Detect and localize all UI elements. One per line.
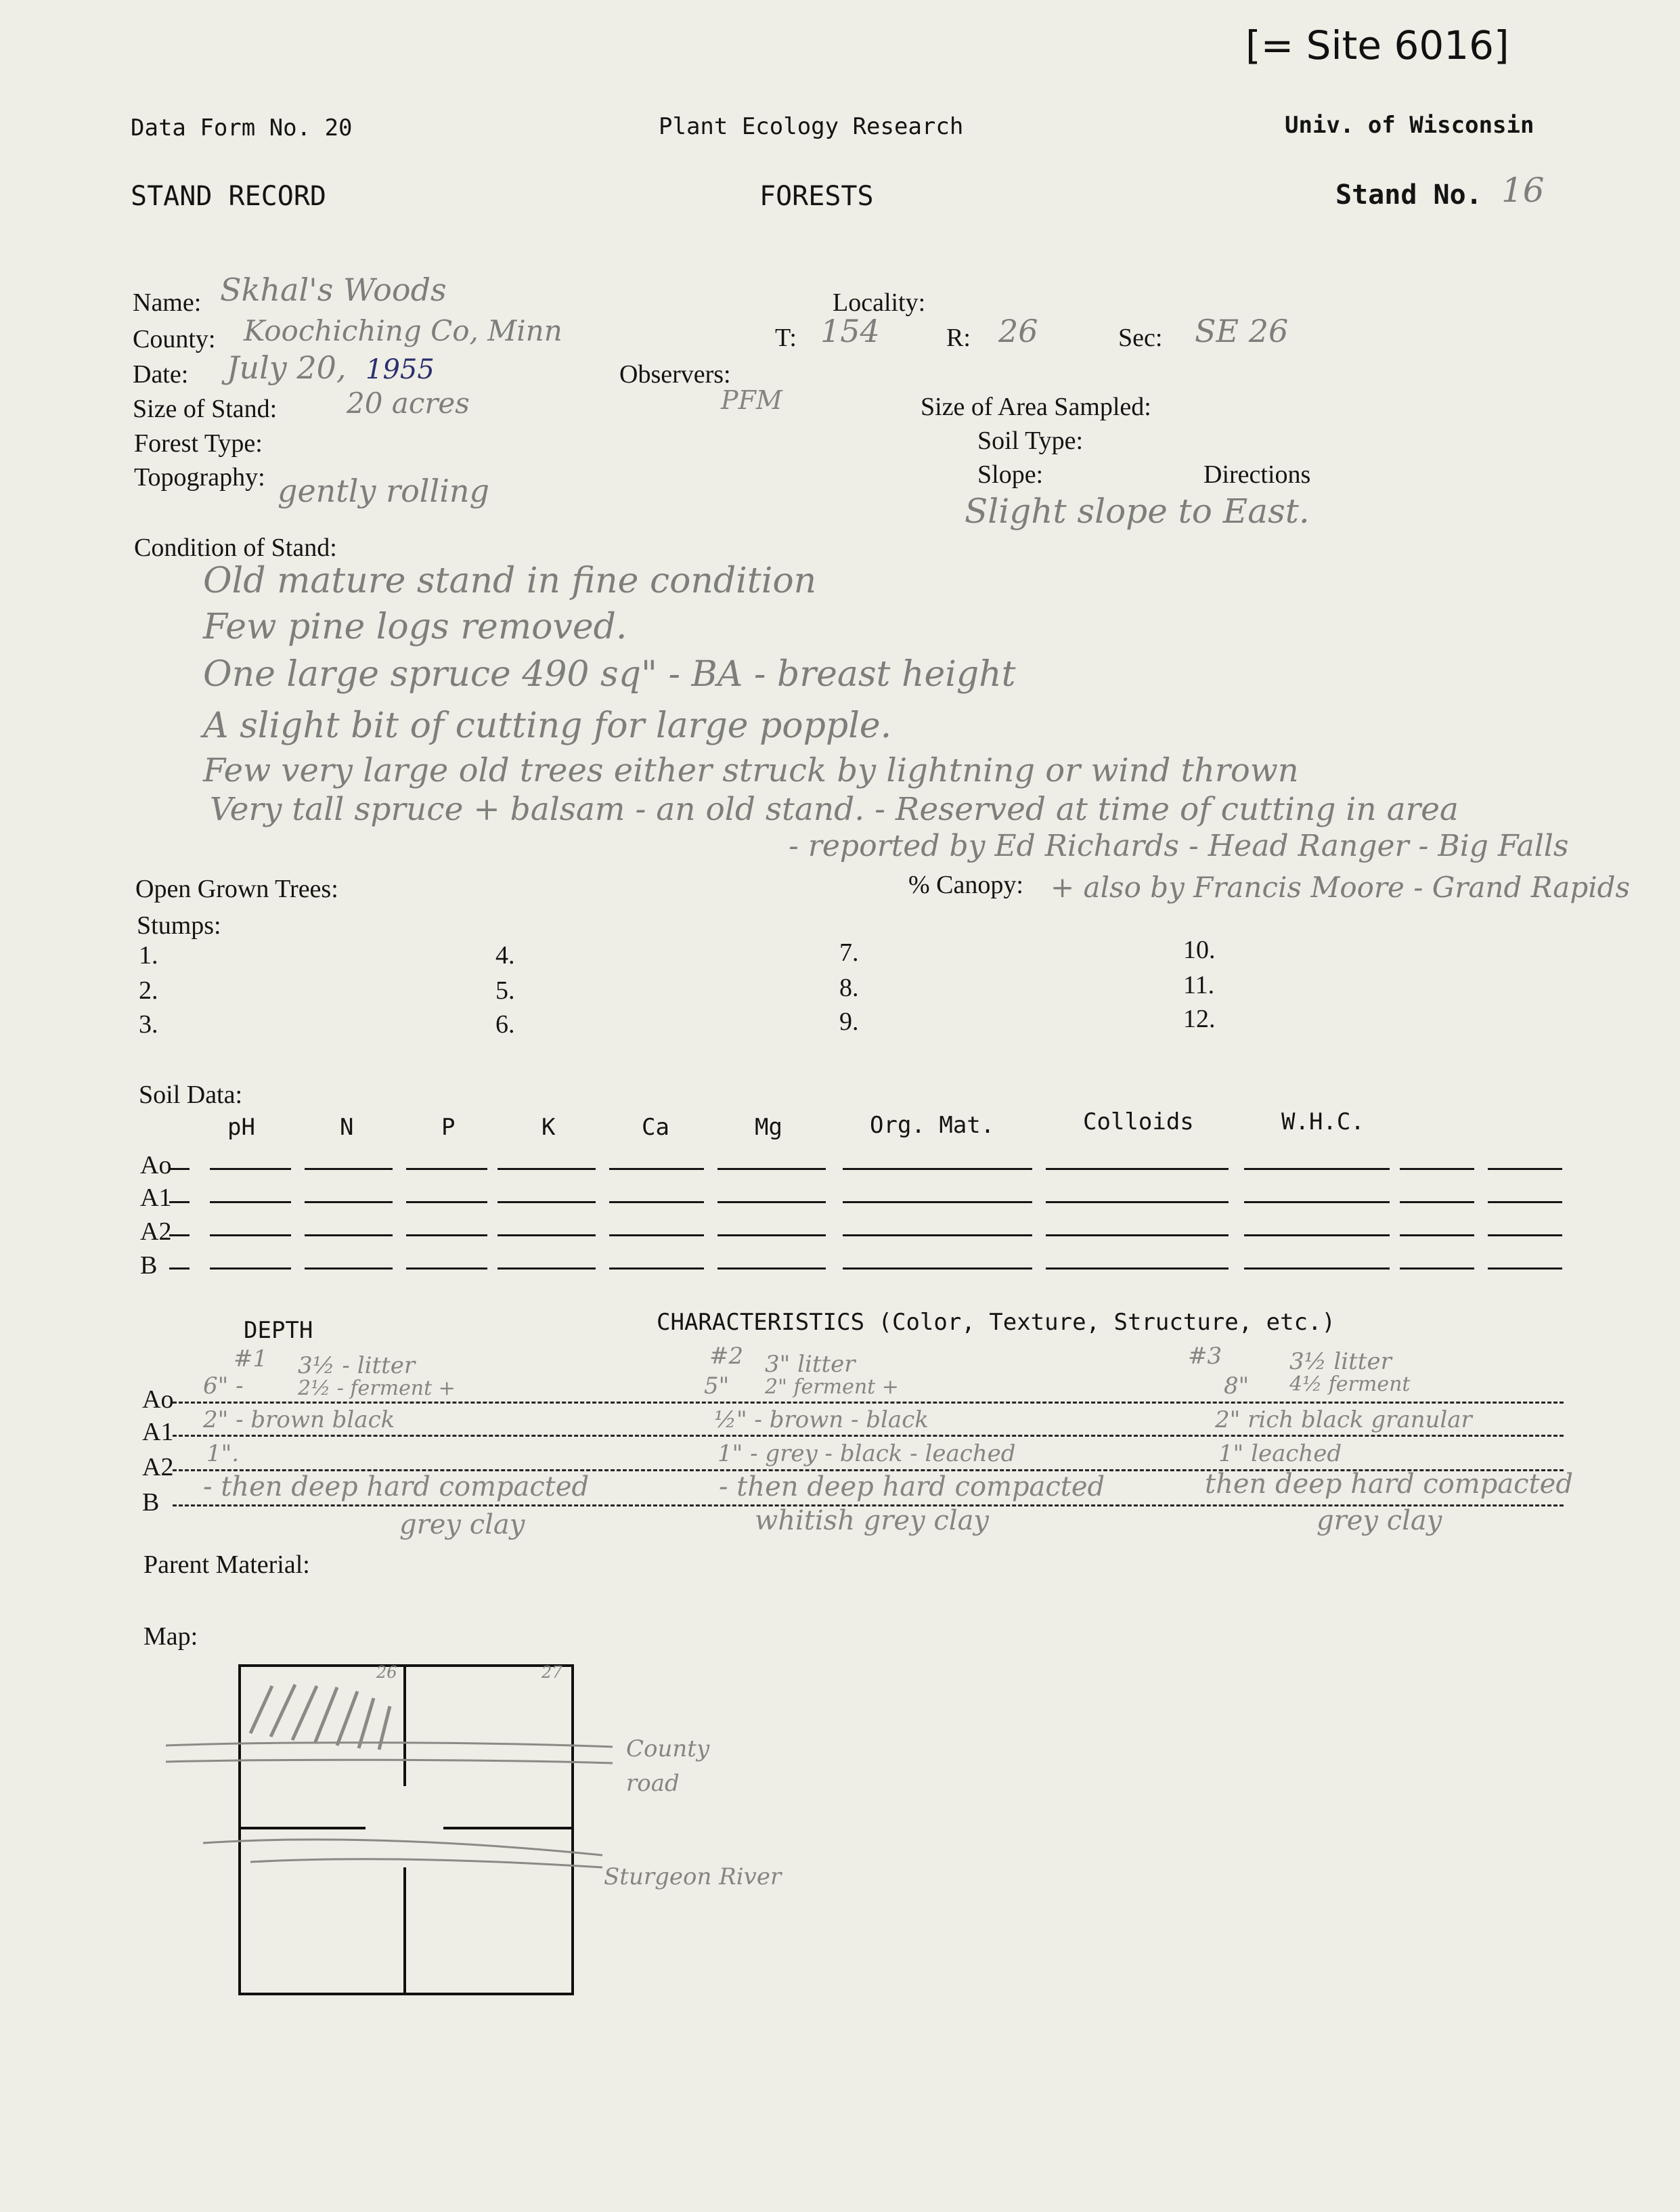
soil-col-header: N: [340, 1114, 354, 1141]
stump-number: 6.: [495, 1010, 515, 1039]
parent-material-label: Parent Material:: [143, 1550, 310, 1579]
stump-number: 10.: [1183, 936, 1216, 964]
river-label: Sturgeon River: [604, 1863, 782, 1890]
slope-label: Slope:: [977, 460, 1044, 489]
stump-number: 12.: [1183, 1005, 1216, 1033]
depth-row-label: Ao: [142, 1385, 174, 1414]
soil-data-label: Soil Data:: [139, 1081, 243, 1109]
stump-number: 7.: [839, 938, 859, 967]
stand-size-label: Size of Stand:: [133, 395, 278, 423]
characteristics-label: CHARACTERISTICS (Color, Texture, Structure, etc.): [657, 1309, 1336, 1336]
stump-number: 9.: [839, 1007, 859, 1036]
condition-line: - reported by Ed Richards - Head Ranger - Big Falls: [789, 829, 1569, 863]
depth-label: DEPTH: [244, 1317, 313, 1344]
date-year: 1955: [366, 354, 435, 385]
section-label: Sec:: [1118, 324, 1163, 352]
county-value: Koochiching Co, Minn: [244, 314, 562, 347]
depth-row-label: A2: [142, 1453, 174, 1481]
sample-b: - then deep hard compacted: [719, 1471, 1105, 1502]
sturgeon-river: [203, 1840, 602, 1867]
soil-type-label: Soil Type:: [977, 427, 1084, 455]
soil-col-header: pH: [227, 1114, 255, 1141]
sample-a1: 2" rich black granular: [1215, 1406, 1472, 1433]
county-road: [166, 1743, 613, 1763]
org-name: Plant Ecology Research: [659, 113, 964, 140]
locality-label: Locality:: [833, 288, 926, 317]
stand-number-value: 16: [1501, 171, 1545, 210]
name-label: Name:: [133, 288, 202, 317]
sample-number: #1: [234, 1345, 268, 1372]
form-number: Data Form No. 20: [131, 114, 353, 142]
slope-value: Slight slope to East.: [965, 492, 1310, 531]
condition-line: Old mature stand in fine condition: [203, 561, 817, 601]
depth-row-label: B: [142, 1488, 160, 1517]
soil-col-header: K: [541, 1114, 556, 1141]
sample-litter: 3½ litter: [1289, 1348, 1392, 1375]
forests-title: FORESTS: [759, 181, 874, 212]
topography-value: gently rolling: [278, 473, 489, 509]
sample-b-cont: whitish grey clay: [755, 1505, 990, 1536]
sample-litter-depth: 5": [704, 1372, 730, 1400]
condition-label: Condition of Stand:: [134, 534, 337, 562]
map-section-number: 26: [376, 1663, 397, 1682]
sample-a2: 1".: [206, 1440, 240, 1467]
stump-number: 3.: [139, 1010, 158, 1039]
condition-line: A slight bit of cutting for large popple.: [203, 706, 892, 746]
sample-number: #2: [709, 1343, 744, 1370]
stump-number: 5.: [495, 976, 515, 1005]
township-label: T:: [775, 324, 797, 352]
soil-col-header: Ca: [642, 1114, 669, 1141]
map-section-number: 27: [541, 1663, 562, 1682]
sample-b: - then deep hard compacted: [203, 1471, 590, 1502]
soil-row-label: A2: [140, 1217, 172, 1246]
range-label: R:: [946, 324, 971, 352]
soil-row-label: B: [140, 1251, 158, 1280]
soil-col-header: W.H.C.: [1281, 1108, 1365, 1135]
stumps-label: Stumps:: [137, 911, 221, 940]
stump-number: 1.: [139, 941, 158, 970]
county-label: County:: [133, 325, 216, 353]
sample-ferment: 2" ferment +: [765, 1375, 899, 1399]
map-label: Map:: [143, 1622, 198, 1651]
name-value: Skhal's Woods: [220, 272, 447, 308]
open-grown-trees-label: Open Grown Trees:: [135, 875, 338, 903]
sample-a2: 1" - grey - black - leached: [717, 1440, 1016, 1467]
depth-row-label: A1: [142, 1418, 174, 1446]
sample-ferment: 2½ - ferment +: [298, 1376, 456, 1400]
sample-a2: 1" leached: [1218, 1440, 1342, 1467]
county-road-label: County road: [626, 1735, 710, 1797]
soil-col-header: P: [441, 1114, 456, 1141]
soil-col-header: Colloids: [1083, 1108, 1194, 1135]
stump-number: 8.: [839, 974, 859, 1002]
site-number-note: [= Site 6016]: [1245, 22, 1509, 68]
sample-litter-depth: 6" -: [203, 1372, 244, 1400]
sample-b: then deep hard compacted: [1205, 1469, 1573, 1500]
condition-line: Few very large old trees either struck by lightning or wind thrown: [203, 752, 1299, 789]
condition-line: Very tall spruce + balsam - an old stand. - Reserved at time of cutting in area: [210, 791, 1459, 828]
condition-line: + also by Francis Moore - Grand Rapids: [1051, 871, 1631, 904]
observers-value: PFM: [721, 385, 782, 415]
university-name: Univ. of Wisconsin: [1285, 112, 1534, 139]
condition-line: Few pine logs removed.: [203, 607, 627, 647]
forest-type-label: Forest Type:: [134, 429, 263, 458]
township-value: 154: [820, 313, 880, 349]
sample-litter: 3½ - litter: [298, 1352, 416, 1379]
area-sampled-label: Size of Area Sampled:: [921, 393, 1151, 421]
soil-col-header: Mg: [755, 1114, 782, 1141]
stand-number-label: Stand No.: [1335, 179, 1482, 211]
sample-number: #3: [1188, 1343, 1222, 1370]
sample-b-cont: grey clay: [1317, 1505, 1442, 1536]
date-value: July 20,: [227, 349, 347, 386]
record-title: STAND RECORD: [131, 181, 326, 212]
soil-row-label: Ao: [140, 1151, 172, 1179]
range-value: 26: [998, 313, 1038, 349]
stump-number: 11.: [1183, 971, 1215, 999]
soil-row-label: A1: [140, 1184, 172, 1212]
date-label: Date:: [133, 360, 189, 389]
topography-label: Topography:: [134, 463, 265, 492]
sample-ferment: 4½ ferment: [1289, 1372, 1411, 1396]
cut-area-hatching: [250, 1685, 390, 1750]
canopy-label: % Canopy:: [908, 871, 1023, 899]
condition-line: One large spruce 490 sq" - BA - breast height: [203, 654, 1016, 695]
soil-col-header: Org. Mat.: [870, 1112, 995, 1139]
sample-a1: 2" - brown black: [203, 1406, 395, 1433]
observers-label: Observers:: [619, 360, 731, 389]
directions-label: Directions: [1203, 460, 1311, 489]
sample-b-cont: grey clay: [399, 1509, 525, 1540]
sample-a1: ½" - brown - black: [714, 1406, 929, 1433]
sample-litter-depth: 8": [1224, 1372, 1250, 1400]
stump-number: 2.: [139, 976, 158, 1005]
sample-litter: 3" litter: [765, 1351, 856, 1378]
stand-size-value: 20 acres: [347, 387, 470, 420]
section-value: SE 26: [1195, 313, 1289, 349]
stump-number: 4.: [495, 941, 515, 970]
